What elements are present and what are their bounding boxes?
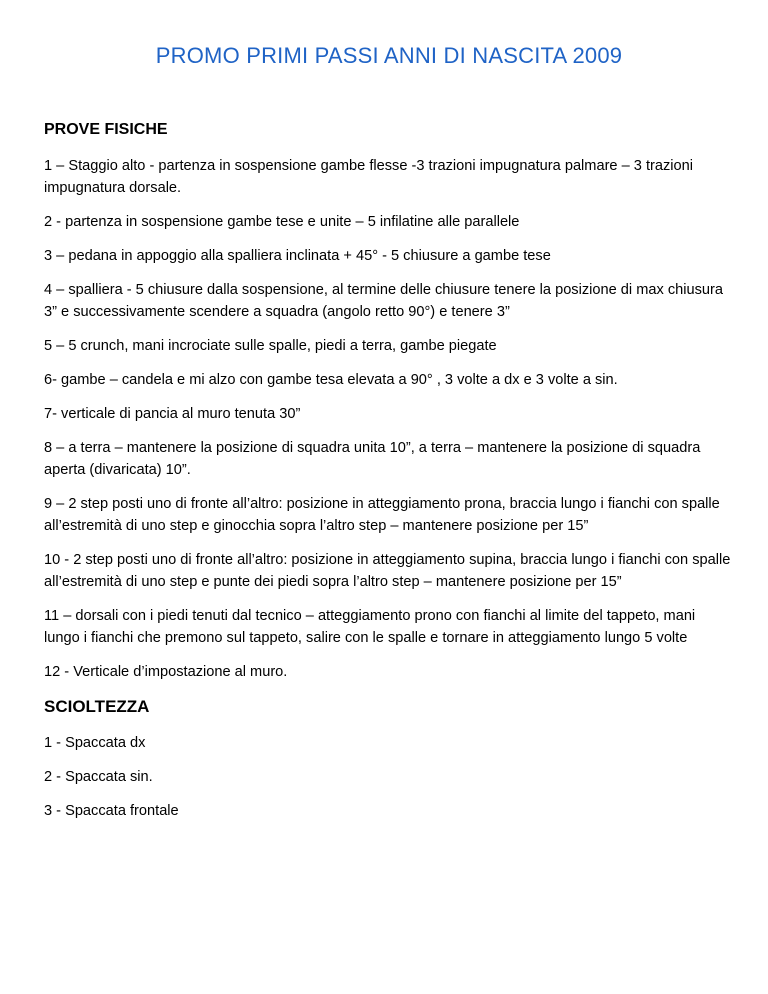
list-item: 1 – Staggio alto - partenza in sospensione gambe flesse -3 trazioni impugnatura palmare – 3 trazioni impugnatura dorsale. xyxy=(44,158,693,196)
section-prove-fisiche xyxy=(44,120,734,683)
scioltezza-list xyxy=(44,732,734,822)
document-title: PROMO PRIMI PASSI ANNI DI NASCITA 2009 xyxy=(155,43,623,68)
list-item: 7- verticale di pancia al muro tenuta 30” xyxy=(44,406,301,422)
list-item: 8 – a terra – mantenere la posizione di squadra unita 10”, a terra – mantenere la posizione di squadra aperta (divaricata) 10”. xyxy=(44,440,701,478)
list-item: 6- gambe – candela e mi alzo con gambe tesa elevata a 90° , 3 volte a dx e 3 volte a sin. xyxy=(44,372,618,388)
list-item: 12 - Verticale d’impostazione al muro. xyxy=(44,664,288,680)
section-scioltezza xyxy=(44,697,734,822)
list-item: 4 – spalliera - 5 chiusure dalla sospensione, al termine delle chiusure tenere la posizione di max chiusura 3” e successivamente scendere a squadra (angolo retto 90°) e tenere 3” xyxy=(44,282,723,320)
list-item: 5 – 5 crunch, mani incrociate sulle spalle, piedi a terra, gambe piegate xyxy=(44,338,497,354)
list-item: 10 - 2 step posti uno di fronte all’altro: posizione in atteggiamento supina, braccia lungo i fianchi con spalle all’estremità di uno step e punte dei piedi sopra l’altro step – mantenere posizione per 15” xyxy=(44,552,731,590)
list-item: 2 - partenza in sospensione gambe tese e unite – 5 infilatine alle parallele xyxy=(44,214,520,230)
list-item: 1 - Spaccata dx xyxy=(44,735,146,751)
list-item: 2 - Spaccata sin. xyxy=(44,769,153,785)
section-heading-prove-fisiche: PROVE FISICHE xyxy=(44,121,168,138)
list-item: 3 – pedana in appoggio alla spalliera inclinata + 45° - 5 chiusure a gambe tese xyxy=(44,248,551,264)
document-page xyxy=(44,0,734,822)
prove-fisiche-list xyxy=(44,155,734,683)
section-heading-scioltezza: SCIOLTEZZA xyxy=(44,697,150,716)
list-item: 11 – dorsali con i piedi tenuti dal tecnico – atteggiamento prono con fianchi al limite del tappeto, mani lungo i fianchi che premono sul tappeto, salire con le spalle e tornare in atteggiamento lungo 5 volte xyxy=(44,608,696,646)
list-item: 3 - Spaccata frontale xyxy=(44,803,179,819)
list-item: 9 – 2 step posti uno di fronte all’altro: posizione in atteggiamento prona, braccia lungo i fianchi con spalle all’estremità di uno step e ginocchia sopra l’altro step – mantenere posizione per 15” xyxy=(44,496,720,534)
